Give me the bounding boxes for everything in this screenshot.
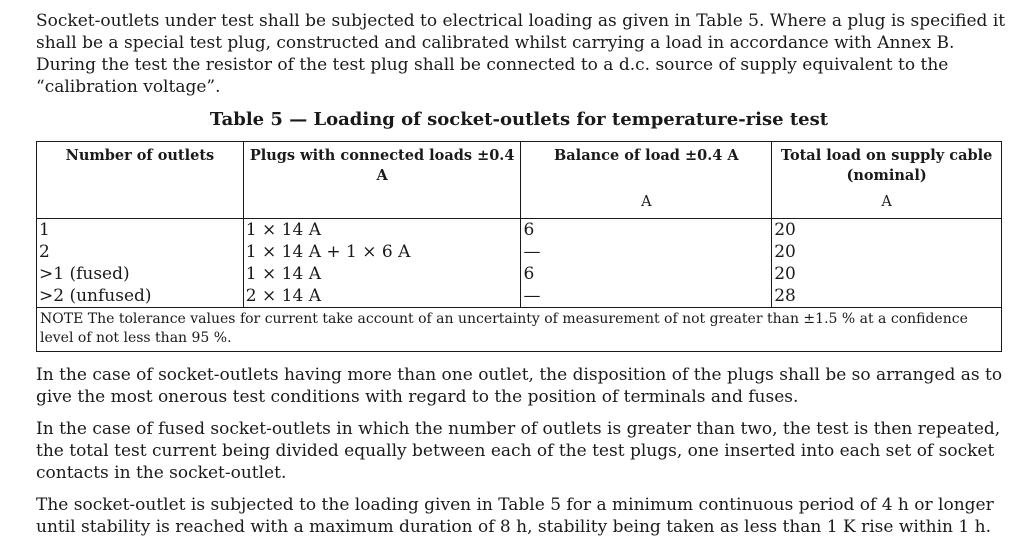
- cell-outlets: 2: [37, 241, 244, 263]
- cell-total: 20: [772, 219, 1002, 242]
- cell-plugs: 2 × 14 A: [243, 285, 521, 308]
- header-total-load: Total load on supply cable (nominal) A: [772, 142, 1002, 219]
- cell-plugs: 1 × 14 A: [243, 263, 521, 285]
- table-row: [37, 219, 1002, 242]
- table-note-row: [37, 308, 1002, 352]
- table-row: [37, 263, 1002, 285]
- cell-balance: 6: [521, 263, 772, 285]
- table-caption: Table 5 — Loading of socket-outlets for temperature-rise test: [209, 109, 829, 130]
- cell-outlets: >1 (fused): [37, 263, 244, 285]
- header-number-of-outlets: Number of outlets: [37, 142, 244, 219]
- paragraph-fused-outlets: In the case of fused socket-outlets in which the number of outlets is greater than two, the test is then repeated, the total test current being divided equally between each of the test plugs, one inserted into each set of socket contacts in the socket-outlet.: [36, 419, 1001, 483]
- cell-balance: —: [521, 241, 772, 263]
- cell-plugs: 1 × 14 A + 1 × 6 A: [243, 241, 521, 263]
- cell-total: 20: [772, 263, 1002, 285]
- cell-total: 28: [772, 285, 1002, 308]
- cell-outlets: >2 (unfused): [37, 285, 244, 308]
- header-balance-of-load: Balance of load ±0.4 A A: [521, 142, 772, 219]
- table-note: NOTE The tolerance values for current take account of an uncertainty of measurement of not greater than ±1.5 % at a confidence level of not less than 95 %.: [37, 308, 1002, 352]
- cell-total: 20: [772, 241, 1002, 263]
- loading-table: [36, 141, 1002, 352]
- table-row: [37, 285, 1002, 308]
- paragraph-disposition: In the case of socket-outlets having more than one outlet, the disposition of the plugs shall be so arranged as to give the most onerous test conditions with regard to the position of terminals and fuses.: [36, 365, 1003, 407]
- cell-plugs: 1 × 14 A: [243, 219, 521, 242]
- cell-balance: 6: [521, 219, 772, 242]
- table-row: [37, 241, 1002, 263]
- cell-outlets: 1: [37, 219, 244, 242]
- paragraph-loading-duration: The socket-outlet is subjected to the loading given in Table 5 for a minimum continuous period of 4 h or longer until stability is reached with a maximum duration of 8 h, stability being taken as less than 1 K rise within 1 h.: [36, 495, 994, 537]
- header-plugs-with-loads: Plugs with connected loads ±0.4 A: [243, 142, 521, 219]
- table-header-row: [37, 142, 1002, 219]
- cell-balance: —: [521, 285, 772, 308]
- intro-paragraph: Socket-outlets under test shall be subjected to electrical loading as given in Table 5. Where a plug is specified it shall be a special test plug, constructed and calibrated whilst carrying a load in accordance with Annex B. During the test the resistor of the test plug shall be connected to a d.c. source of supply equivalent to the “calibration voltage”.: [36, 11, 1006, 97]
